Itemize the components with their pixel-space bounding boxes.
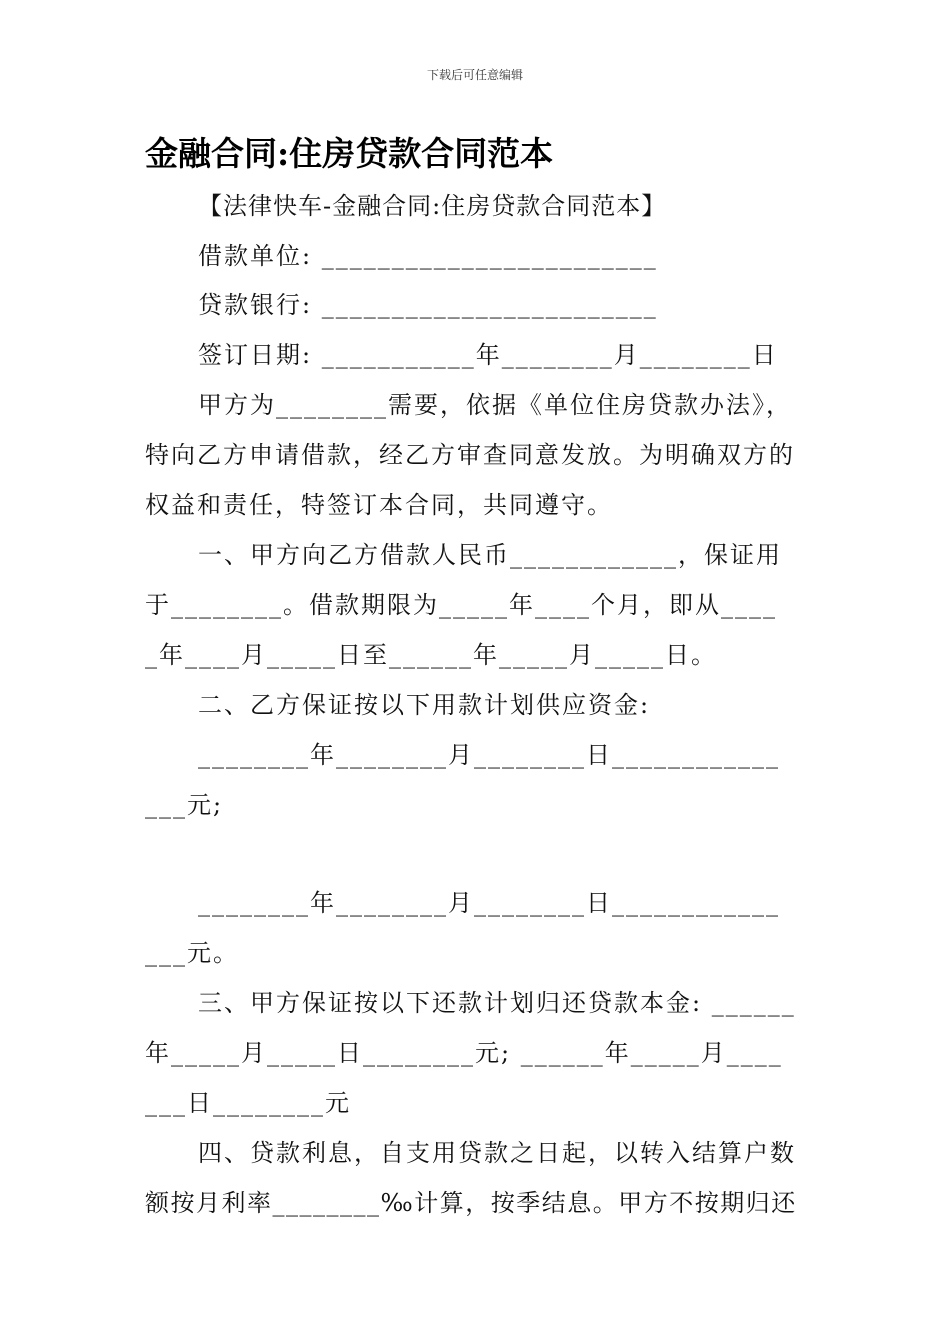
schedule-line: ________年________月________日____________ xyxy=(198,741,780,769)
schedule-line: ___元。 xyxy=(145,939,239,967)
clause-1-line: 一、甲方向乙方借款人民币____________，保证用 xyxy=(198,541,782,569)
paragraph-line: 特向乙方申请借款，经乙方审查同意发放。为明确双方的 xyxy=(145,441,795,469)
clause-3-line: ___日________元 xyxy=(145,1089,351,1117)
clause-1-line: _年____月_____日至______年_____月_____日。 xyxy=(145,641,717,669)
paragraph-line: 甲方为________需要，依据《单位住房贷款办法》， xyxy=(198,391,792,419)
schedule-line: ___元; xyxy=(145,791,224,819)
clause-2-line: 二、乙方保证按以下用款计划供应资金: xyxy=(198,691,651,719)
clause-3-line: 年_____月_____日________元; ______年_____月____ xyxy=(145,1039,783,1067)
document-title: 金融合同:住房贷款合同范本 xyxy=(145,134,554,173)
clause-3-line: 三、甲方保证按以下还款计划归还贷款本金: ______ xyxy=(198,989,796,1017)
bank-line: 贷款银行: ________________________ xyxy=(198,291,658,319)
paragraph-line: 权益和责任，特签订本合同，共同遵守。 xyxy=(145,491,613,519)
borrower-line: 借款单位: ________________________ xyxy=(198,242,658,270)
schedule-line: ________年________月________日____________ xyxy=(198,889,780,917)
sign-date-line: 签订日期: ___________年________月________日 xyxy=(198,341,778,369)
clause-4-line: 四、贷款利息，自支用贷款之日起，以转入结算户数 xyxy=(198,1139,796,1167)
clause-1-line: 于________。借款期限为_____年____个月，即从____ xyxy=(145,591,777,619)
document-subtitle: 【法律快车-金融合同:住房贷款合同范本】 xyxy=(198,192,667,220)
page-header: 下载后可任意编辑 xyxy=(426,68,523,82)
clause-4-line: 额按月利率________‰计算，按季结息。甲方不按期归还 xyxy=(145,1189,797,1217)
